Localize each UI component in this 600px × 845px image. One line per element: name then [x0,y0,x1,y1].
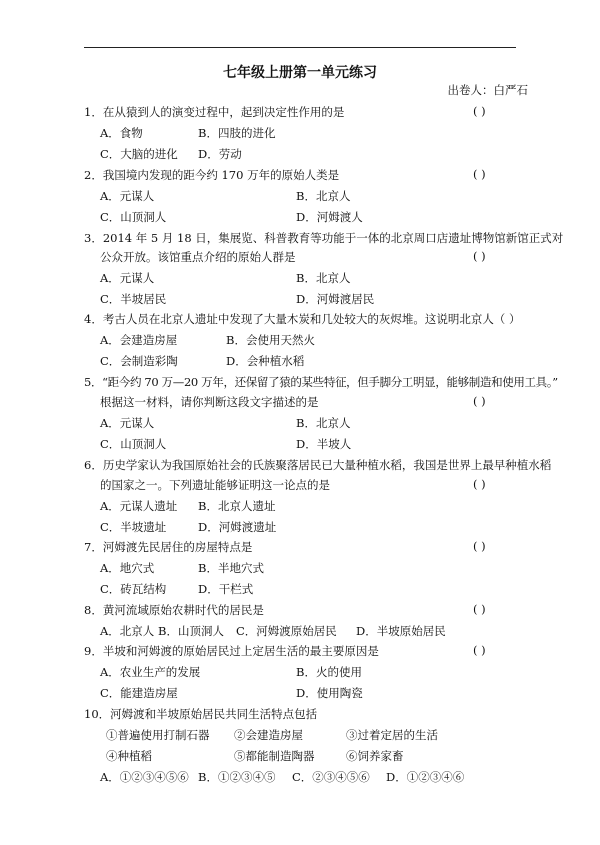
option-c: C．大脑的进化 [100,147,178,161]
page-title: 七年级上册第一单元练习 [223,65,377,81]
option-d: D．会种植水稻 [226,354,305,368]
answer-blank: ( ) [473,539,486,553]
option-c: C．半坡居民 [100,292,167,306]
statement-4: ④种植稻 [106,749,152,763]
question-stem-cont: 的国家之一。下列遗址能够证明这一论点的是 [100,478,330,492]
option-c: C．砖瓦结构 [100,582,167,596]
option-b: B．北京人遗址 [198,499,276,513]
option-d: D．半坡原始居民 [356,624,446,638]
question-stem: 8．黄河流域原始农耕时代的居民是 [84,603,264,617]
option-b: B．山顶洞人 [158,624,224,638]
statement-2: ②会建造房屋 [234,728,303,742]
statement-3: ③过着定居的生活 [346,728,438,742]
answer-blank: ( ) [473,602,486,616]
option-d: D．干栏式 [198,582,254,596]
statement-6: ⑥饲养家畜 [346,749,404,763]
question-stem: 9．半坡和河姆渡的原始居民过上定居生活的最主要原因是 [84,644,379,658]
option-c: C．半坡遗址 [100,520,167,534]
option-c: C．山顶洞人 [100,437,167,451]
question-stem: 3．2014 年 5 月 18 日，集展览、科普教育等功能于一体的北京周口店遗址博物馆新馆正式对 [84,231,564,245]
option-d: D．河姆渡居民 [296,292,375,306]
option-c: C．会制造彩陶 [100,354,178,368]
question-stem-cont: 根据这一材料，请你判断这段文字描述的是 [100,395,319,409]
option-a: A．①②③④⑤⑥ [100,770,189,784]
option-a: A．地穴式 [100,561,155,575]
option-d: D．半坡人 [296,437,352,451]
option-b: B．北京人 [296,416,351,430]
question-stem: 6．历史学家认为我国原始社会的氏族聚落居民已大量种植水稻，我国是世界上最早种植水稻 [84,458,552,472]
question-stem: 1．在从猿到人的演变过程中，起到决定性作用的是 [84,105,345,119]
option-b: B．四肢的进化 [198,126,276,140]
option-b: B．会使用天然火 [226,333,315,347]
option-d: D．劳动 [198,147,242,161]
option-a: A．元谋人 [100,416,155,430]
option-a: A．会建造房屋 [100,333,178,347]
option-c: C．②③④⑤⑥ [292,770,370,784]
answer-blank: ( ) [473,249,486,263]
option-c: C．山顶洞人 [100,210,167,224]
question-stem-cont: 公众开放。该馆重点介绍的原始人群是 [100,250,296,264]
question-stem: 10．河姆渡和半坡原始居民共同生活特点包括 [84,707,318,721]
question-stem: 2．我国境内发现的距今约 170 万年的原始人类是 [84,168,340,182]
answer-blank: ( ) [473,643,486,657]
option-a: A．食物 [100,126,143,140]
answer-blank: ( ) [473,104,486,118]
top-rule [84,47,516,48]
option-b: B．北京人 [296,189,351,203]
option-a: A．北京人 [100,624,155,638]
answer-blank: ( ) [473,477,486,491]
statement-5: ⑤都能制造陶器 [234,749,315,763]
option-a: A．元谋人遗址 [100,499,178,513]
option-d: D．使用陶瓷 [296,686,363,700]
option-d: D．①②③④⑥ [386,770,465,784]
answer-blank: ( ) [473,167,486,181]
option-a: A．元谋人 [100,271,155,285]
option-d: D．河姆渡人 [296,210,363,224]
option-a: A．农业生产的发展 [100,665,201,679]
option-d: D．河姆渡遗址 [198,520,277,534]
option-c: C．能建造房屋 [100,686,178,700]
statement-1: ①普遍使用打制石器 [106,728,210,742]
option-c: C．河姆渡原始居民 [236,624,337,638]
question-stem: 7．河姆渡先民居住的房屋特点是 [84,540,253,554]
option-b: B．①②③④⑤ [198,770,276,784]
option-b: B．火的使用 [296,665,362,679]
question-stem: 5．“距今约 70 万—20 万年，还保留了猿的某些特征，但手脚分工明显，能够制造和使用工具。” [84,375,558,389]
option-a: A．元谋人 [100,189,155,203]
option-b: B．北京人 [296,271,351,285]
answer-blank: ( ) [473,394,486,408]
question-stem: 4．考古人员在北京人遗址中发现了大量木炭和几处较大的灰烬堆。这说明北京人（ ） [84,312,521,326]
option-b: B．半地穴式 [198,561,264,575]
author-line: 出卷人：白严石 [447,83,528,97]
